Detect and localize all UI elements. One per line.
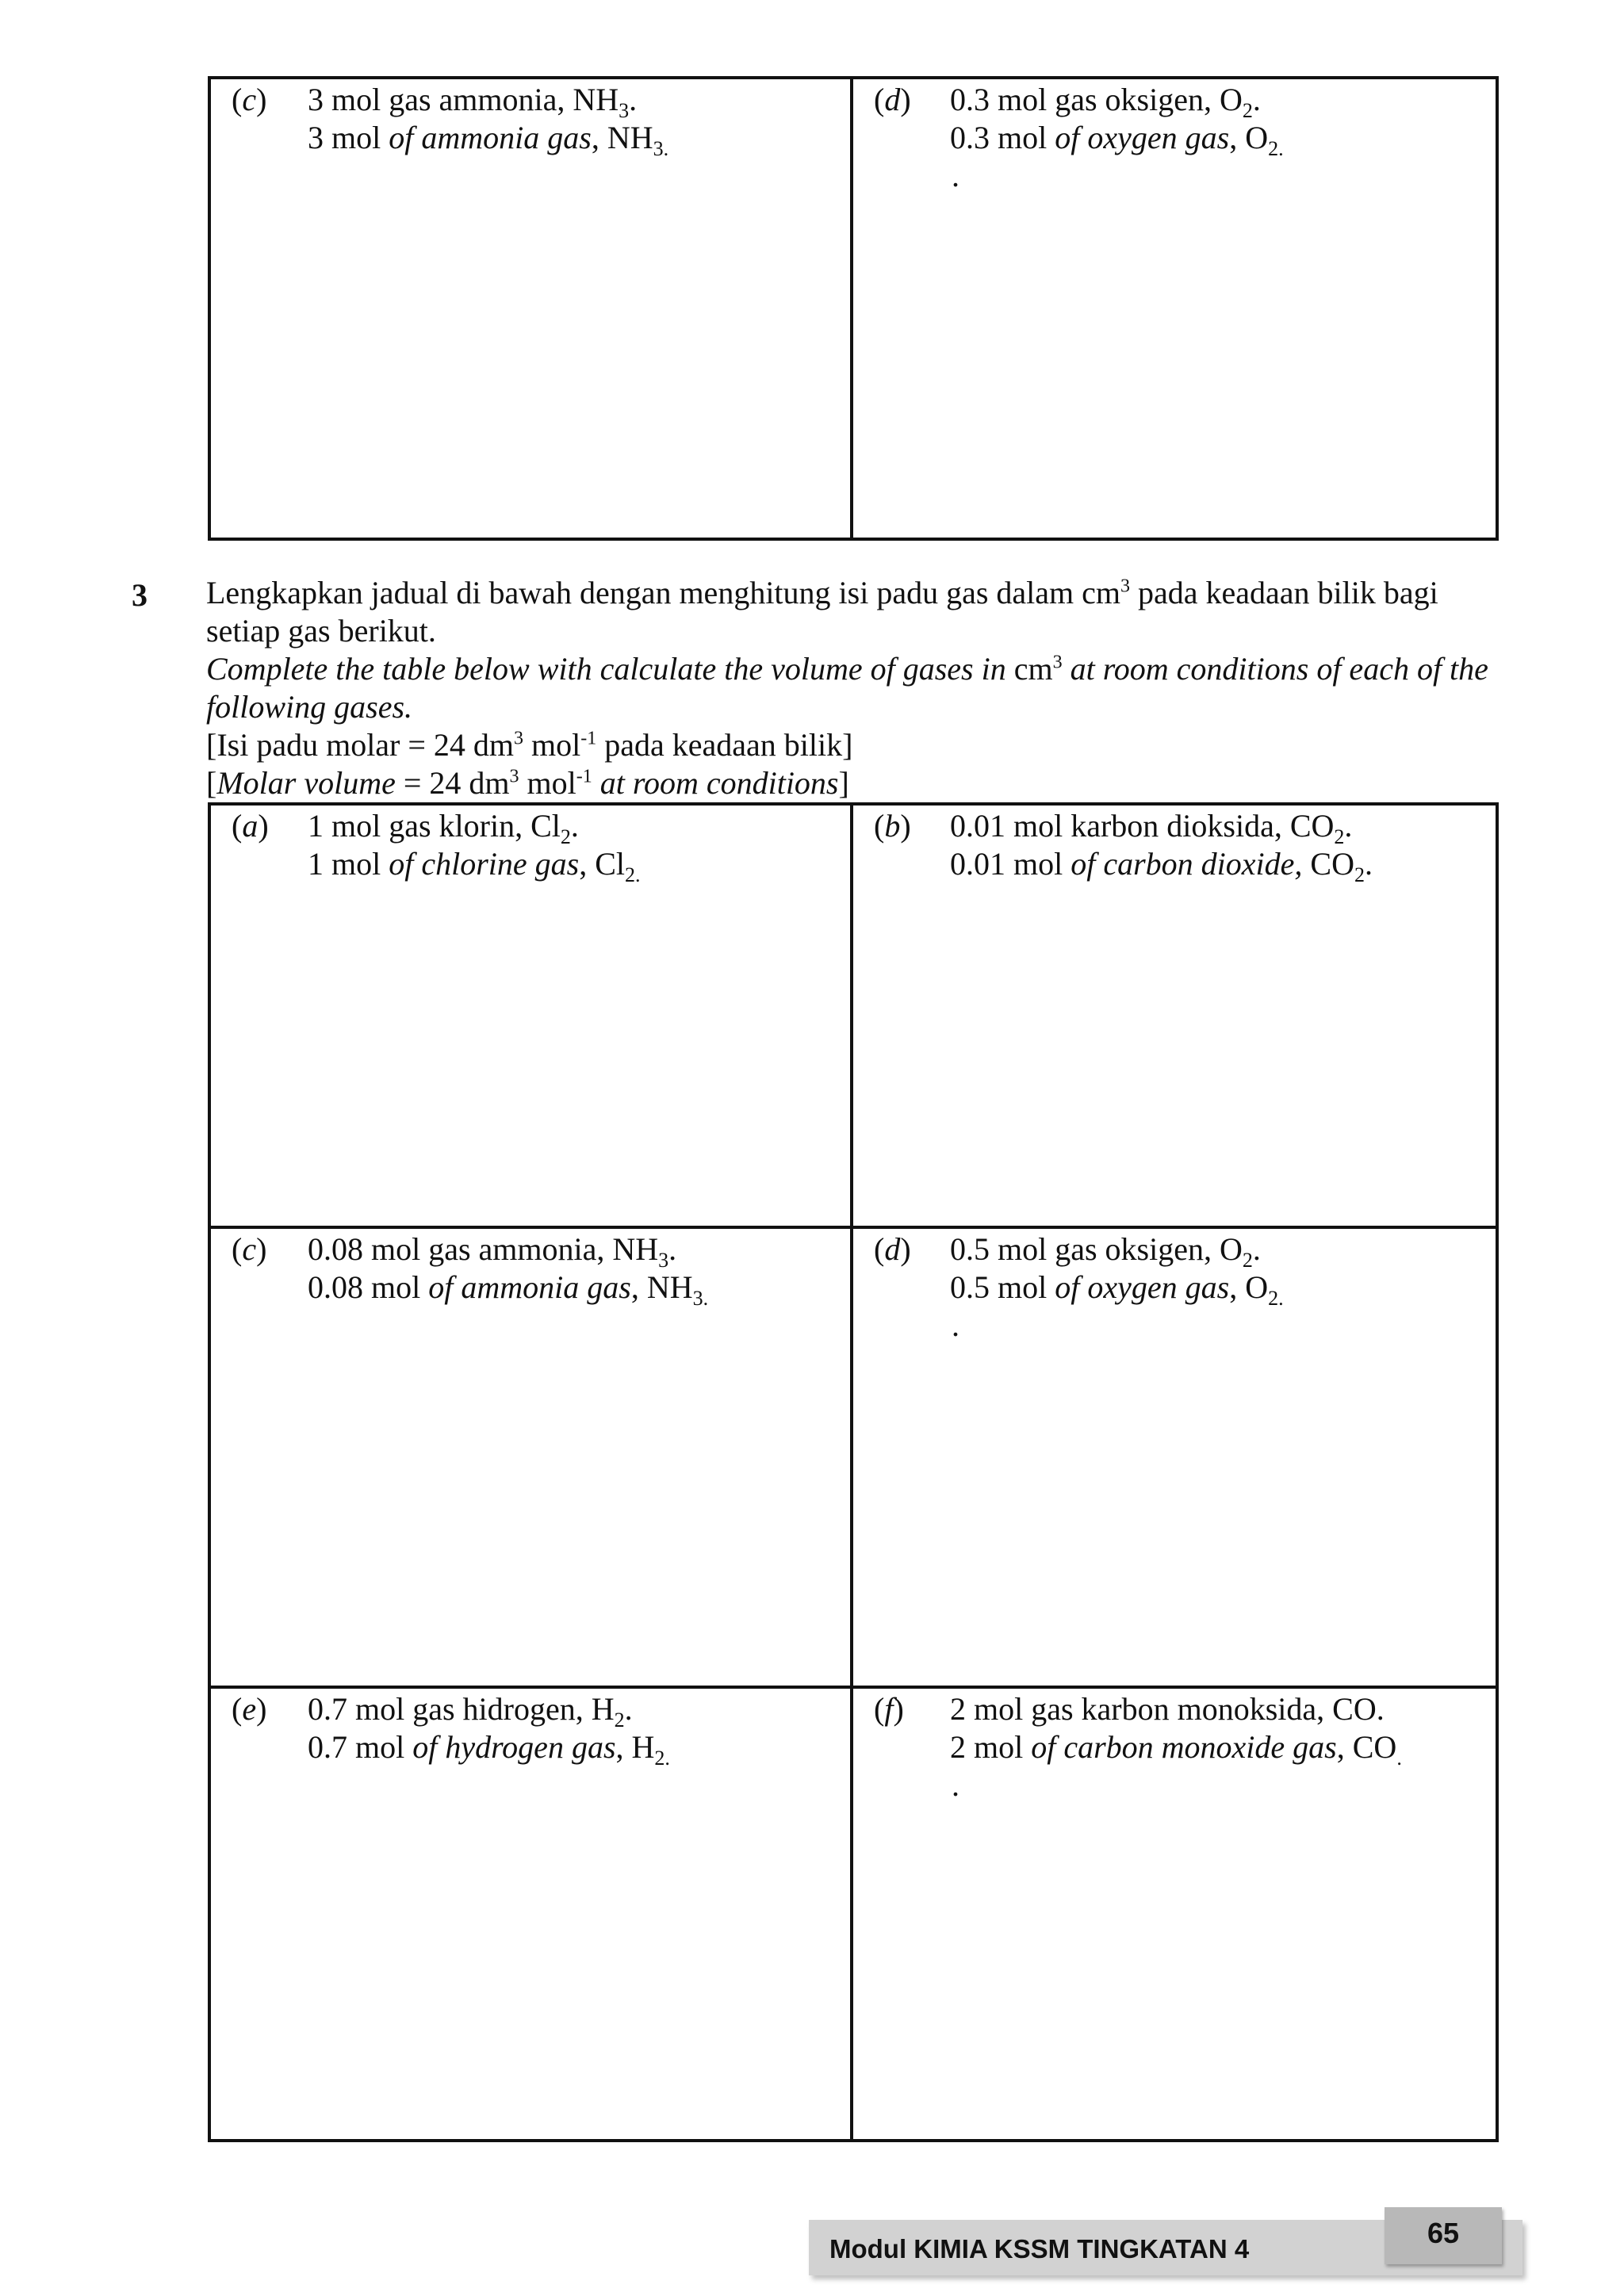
line-malay <box>308 1230 708 1272</box>
entry <box>874 81 1284 195</box>
item-letter: b <box>884 808 901 844</box>
text: 0.5 mol gas oksigen, O <box>950 1231 1243 1267</box>
item-label: (c) <box>232 1231 267 1267</box>
text: . <box>1252 1231 1261 1267</box>
question-english: Complete the table below with calculate the volume of gases in $cm^3$ at room conditions of each of the following gases. <box>206 651 1488 725</box>
italic-text: of oxygen gas <box>1055 120 1230 155</box>
italic-text: of chlorine gas <box>389 846 580 882</box>
text: , NH <box>630 1269 693 1305</box>
stray-dot <box>309 883 641 921</box>
line-malay <box>308 81 668 122</box>
text: 1 mol gas klorin, Cl <box>308 808 561 844</box>
subscript: . <box>1396 1747 1402 1770</box>
item-label: (c) <box>232 82 267 117</box>
text: 0.08 mol <box>308 1269 429 1305</box>
line-english <box>950 845 1373 886</box>
cell-d-oxygen <box>853 79 1496 538</box>
subscript: 2. <box>1268 137 1284 160</box>
text: CO <box>1302 846 1354 882</box>
cell-a-chlorine <box>211 806 853 1229</box>
italic-text: of oxygen gas <box>1055 1269 1230 1305</box>
subscript: 2 <box>1334 825 1345 848</box>
subscript: 2 <box>1242 1249 1253 1272</box>
italic-text: of carbon dioxide, <box>1071 846 1303 882</box>
entry <box>874 1690 1402 1804</box>
entry-lines <box>308 1230 708 1345</box>
line-english <box>950 119 1284 160</box>
item-letter: f <box>884 1691 894 1727</box>
subscript: 2 <box>1354 863 1365 886</box>
cell-d-oxygen <box>853 1229 1496 1689</box>
text: 0.01 mol <box>950 846 1071 882</box>
stray-dot: . <box>952 1307 959 1343</box>
subscript: 3. <box>692 1287 709 1310</box>
text: , CO <box>1336 1729 1397 1765</box>
text: . <box>1344 808 1353 844</box>
question-number: 3 <box>132 577 147 613</box>
text: . <box>629 82 638 117</box>
entry <box>874 1230 1284 1345</box>
line-malay <box>950 1230 1284 1272</box>
line-english <box>308 1728 670 1770</box>
entry-lines <box>950 81 1284 195</box>
italic-text: of hydrogen gas <box>412 1729 616 1765</box>
cell-b-carbon-dioxide <box>853 806 1496 1229</box>
entry-lines <box>308 807 641 921</box>
text: , O <box>1229 1269 1269 1305</box>
note-malay: [Isi padu molar = 24 $dm^3$ mol$^{-1}$ pada keadaan bilik] <box>206 727 853 763</box>
item-label: (e) <box>232 1691 267 1727</box>
entry-lines <box>308 81 668 195</box>
entry-lines <box>950 1230 1284 1345</box>
line-malay <box>950 81 1284 122</box>
answer-table-volume <box>208 802 1499 2142</box>
line-english <box>308 1269 709 1310</box>
item-label: (d) <box>874 82 911 117</box>
text: . <box>624 1691 633 1727</box>
entry <box>232 807 641 921</box>
text: . <box>1252 82 1261 117</box>
item-label: (a) <box>232 808 269 844</box>
subscript: 2 <box>1242 99 1253 122</box>
item-label: (d) <box>874 1231 911 1267</box>
question-malay: Lengkapkan jadual di bawah dengan menghitung isi padu gas dalam $cm^3$ pada keadaan bilik bagi setiap gas berikut. <box>206 575 1438 649</box>
cell-c-ammonia <box>211 79 853 538</box>
cell-f-carbon-monoxide <box>853 1689 1496 2139</box>
entry-lines <box>950 1690 1402 1804</box>
text: , Cl <box>579 846 626 882</box>
entry-lines <box>308 1690 670 1804</box>
item-letter: d <box>884 82 901 117</box>
italic-text: of ammonia gas <box>428 1269 631 1305</box>
line-english <box>950 1728 1402 1770</box>
text: . <box>1364 846 1373 882</box>
subscript: 3 <box>619 99 630 122</box>
footer-title: Modul KIMIA KSSM TINGKATAN 4 <box>829 2234 1250 2263</box>
item-label: (b) <box>874 808 911 844</box>
answer-table-top <box>208 76 1499 541</box>
italic-text: of carbon monoxide gas <box>1031 1729 1337 1765</box>
line-malay <box>308 807 641 848</box>
line-english <box>308 845 641 886</box>
line-malay <box>950 807 1373 848</box>
stray-dot <box>309 1307 708 1345</box>
entry <box>232 1690 670 1804</box>
page-number: 65 <box>1427 2217 1460 2249</box>
entry <box>232 81 668 195</box>
text: 3 mol gas ammonia, NH <box>308 82 619 117</box>
item-label: (f) <box>874 1691 904 1727</box>
stray-dot <box>952 883 1373 921</box>
cell-c-ammonia <box>211 1229 853 1689</box>
text: 2 mol <box>950 1729 1032 1765</box>
text: 0.01 mol karbon dioksida, CO <box>950 808 1335 844</box>
subscript: 3. <box>653 137 669 160</box>
italic-text: of ammonia gas <box>389 120 592 155</box>
question-text <box>206 574 1507 802</box>
stray-dot <box>309 157 668 195</box>
text: , H <box>615 1729 655 1765</box>
text: 0.3 mol <box>950 120 1055 155</box>
entry <box>874 807 1373 921</box>
text: . <box>570 808 579 844</box>
subscript: 2 <box>560 825 571 848</box>
text: 0.7 mol gas hidrogen, H <box>308 1691 615 1727</box>
subscript: 2 <box>614 1709 625 1732</box>
line-malay <box>950 1690 1402 1728</box>
subscript: 2. <box>654 1747 670 1770</box>
text: , O <box>1229 120 1269 155</box>
stray-dot: . <box>952 158 959 193</box>
line-malay <box>308 1690 670 1732</box>
text: 2 mol gas karbon monoksida, CO. <box>950 1691 1385 1727</box>
text: 1 mol <box>308 846 389 882</box>
line-english <box>308 119 669 160</box>
text: 3 mol <box>308 120 389 155</box>
text: , NH <box>591 120 653 155</box>
subscript: 3 <box>658 1249 669 1272</box>
text: . <box>668 1231 677 1267</box>
item-letter: a <box>242 808 259 844</box>
item-letter: d <box>884 1231 901 1267</box>
line-english <box>950 1269 1284 1310</box>
text: 0.3 mol gas oksigen, O <box>950 82 1243 117</box>
note-english: [Molar volume = 24 $dm^3$ mol$^{-1}$ at room conditions] <box>206 765 849 801</box>
text: 0.08 mol gas ammonia, NH <box>308 1231 659 1267</box>
text: 0.7 mol <box>308 1729 413 1765</box>
entry-lines <box>950 807 1373 921</box>
stray-dot: . <box>952 1767 959 1803</box>
subscript: 2. <box>625 863 641 886</box>
subscript: 2. <box>1268 1287 1284 1310</box>
cell-e-hydrogen <box>211 1689 853 2139</box>
entry <box>232 1230 708 1345</box>
stray-dot <box>309 1766 670 1804</box>
item-letter: c <box>242 1231 257 1267</box>
item-letter: e <box>242 1691 257 1727</box>
text: 0.5 mol <box>950 1269 1055 1305</box>
item-letter: c <box>242 82 257 117</box>
